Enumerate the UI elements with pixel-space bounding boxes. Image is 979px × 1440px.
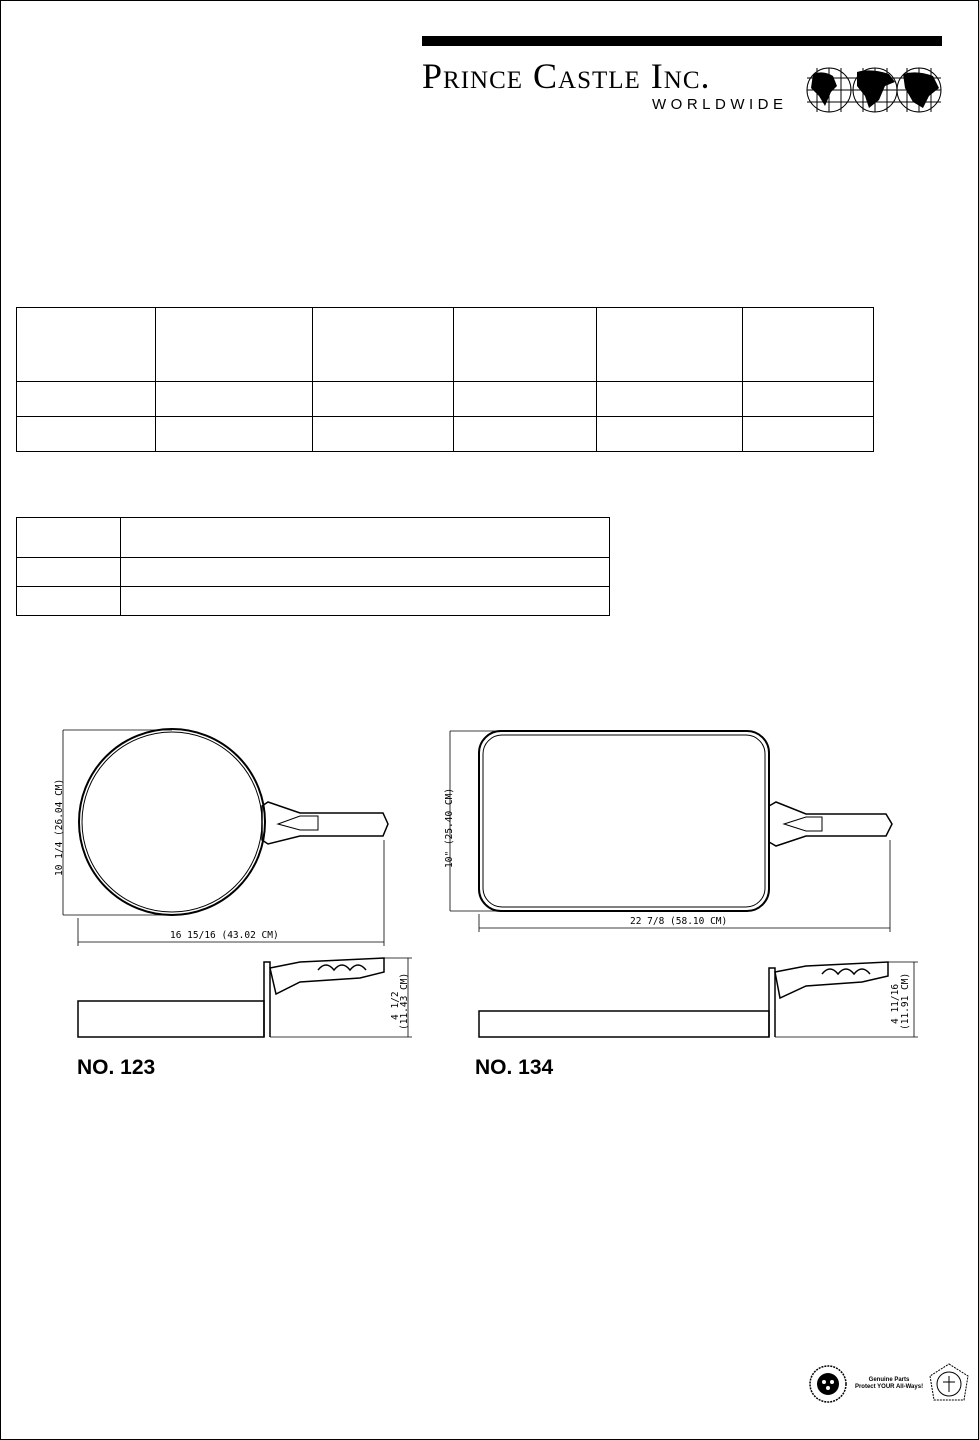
- seal-text-line-2: Protect YOUR All-Ways!: [854, 1384, 924, 1390]
- seal-text-line-1: Genuine Parts: [868, 1377, 910, 1383]
- company-tagline: WORLDWIDE: [652, 96, 788, 113]
- model-134-length-dim: 22 7/8 (58.10 CM): [630, 916, 728, 927]
- model-123-length-dim: 16 15/16 (43.02 CM): [170, 930, 279, 941]
- parts-seal-icon: [808, 1364, 848, 1404]
- model-134-top-view: [450, 731, 892, 932]
- seal-text: [849, 1377, 929, 1391]
- company-name: Prince Castle Inc.: [422, 56, 711, 96]
- model-134-side-dim-2: (11.91 CM): [900, 972, 911, 1030]
- model-134-label: NO. 134: [475, 1056, 554, 1079]
- model-123-height-dim: 10 1/4 (26.04 CM): [54, 778, 65, 876]
- model-123-top-view: [63, 729, 388, 946]
- certification-seal-icon: [928, 1362, 970, 1406]
- model-134-side-dim-1: 4 11/16: [890, 983, 901, 1024]
- model-134-side-view: [479, 962, 918, 1037]
- model-123-label: NO. 123: [77, 1056, 156, 1079]
- model-123-side-dim-1: 4 1/2: [390, 991, 401, 1020]
- model-134-height-dim: 10" (25.40 CM): [444, 787, 455, 868]
- model-123-side-view: [78, 958, 412, 1037]
- model-123-side-dim-2: (11.43 CM): [399, 972, 410, 1030]
